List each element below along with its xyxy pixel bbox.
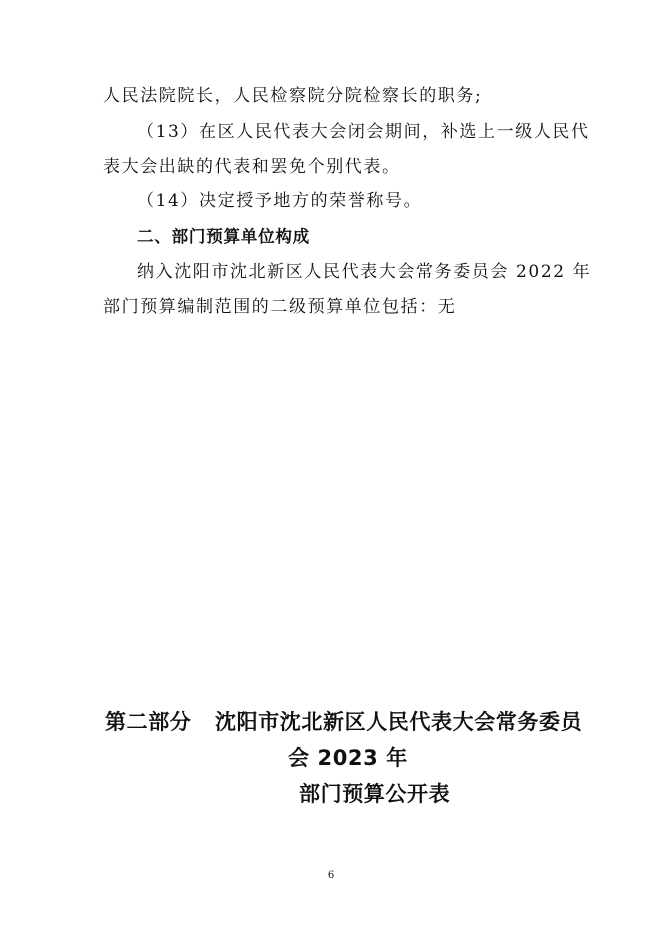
body-text-line: 表大会出缺的代表和罢免个别代表。 bbox=[103, 157, 401, 177]
part-label: 第二部分 bbox=[105, 710, 192, 734]
section-heading: 二、部门预算单位构成 bbox=[137, 227, 310, 246]
body-text-line: 纳入沈阳市沈北新区人民代表大会常务委员会 2022 年 bbox=[137, 262, 592, 282]
body-text-line: 部门预算编制范围的二级预算单位包括：无 bbox=[103, 297, 457, 317]
page-number: 6 bbox=[327, 870, 335, 881]
body-text-line: （14）决定授予地方的荣誉称号。 bbox=[137, 191, 423, 211]
body-text-line: （13）在区人民代表大会闭会期间，补选上一级人民代 bbox=[137, 122, 590, 142]
body-text-line: 人民法院院长，人民检察院分院检察长的职务; bbox=[103, 86, 483, 106]
part-title-line: 会 2023 年 bbox=[288, 746, 408, 770]
part-title-line: 部门预算公开表 bbox=[299, 782, 451, 806]
part-title-line: 沈阳市沈北新区人民代表大会常务委员 bbox=[215, 710, 583, 734]
